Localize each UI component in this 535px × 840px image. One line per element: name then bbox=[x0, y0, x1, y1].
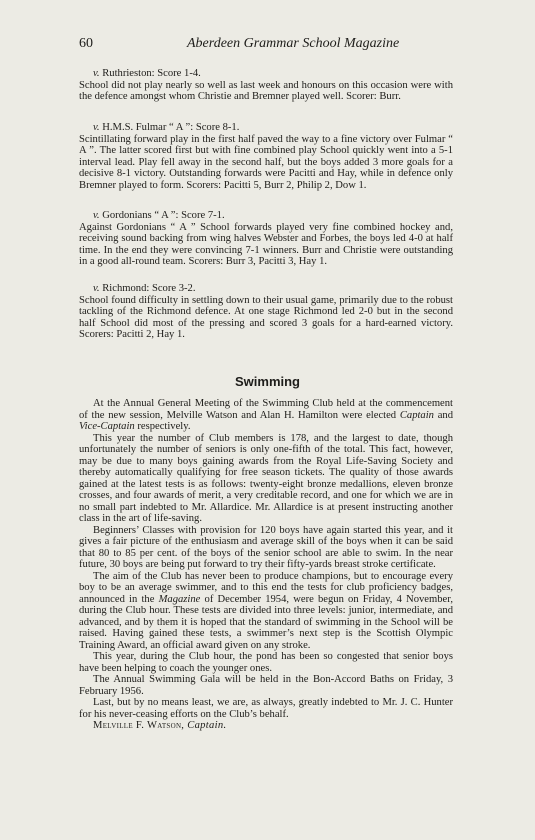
swimming-paragraph: This year, during the Club hour, the pond has been so congested that senior boys have been helping to coach the younger ones. bbox=[79, 651, 453, 674]
versus-label: v. bbox=[93, 210, 100, 221]
match-body: Against Gordonians “ A ” School forwards played very fine combined hockey and, receiving sound backing from wing halves Webster and Forbes, the boys led 4-0 at half time. In the end they were convincing 7-1 winners. Burr and Christie were outstanding in a good all-round team. Scorers: Burr 3, Pacitti 3, Hay 1. bbox=[79, 221, 453, 267]
swimming-paragraph: Last, but by no means least, we are, as always, greatly indebted to Mr. J. C. Hunter for his never-ceasing efforts on the Club’s behalf. bbox=[79, 697, 453, 720]
match-title-text: Ruthrieston: Score 1-4. bbox=[102, 68, 201, 79]
text-span: and bbox=[433, 409, 453, 421]
match-title-text: Gordonians “ A ”: Score 7-1. bbox=[102, 210, 225, 221]
match-report-richmond bbox=[79, 283, 453, 341]
page-header bbox=[79, 36, 451, 56]
journal-title: Aberdeen Grammar School Magazine bbox=[187, 36, 400, 51]
vice-captain-term: Vice-Captain bbox=[79, 421, 135, 432]
text-span: of December 1954, were begun on Friday, 4 November, during the Club hour. These tests are divided into three levels: junior, intermediate, and advanced, and by them it is hoped that the standard of swimming in the School will be raised. Having gained these tests, a swimmer’s next step is the Scottish Olympic Training Award, an official award given on any stroke. bbox=[79, 593, 453, 651]
match-title-text: H.M.S. Fulmar “ A ”: Score 8-1. bbox=[102, 122, 240, 133]
swimming-paragraph: The Annual Swimming Gala will be held in the Bon-Accord Baths on Friday, 3 February 1956. bbox=[79, 674, 453, 697]
match-report-fulmar bbox=[79, 122, 453, 191]
match-report-gordonians bbox=[79, 210, 453, 268]
page-number: 60 bbox=[79, 36, 93, 51]
signature bbox=[79, 720, 453, 732]
match-report-ruthrieston bbox=[79, 68, 453, 103]
swimming-report bbox=[79, 398, 453, 732]
match-title-text: Richmond: Score 3-2. bbox=[102, 283, 196, 294]
signature-role: Captain. bbox=[187, 720, 227, 731]
signature-name: Melville F. Watson, bbox=[93, 720, 185, 731]
match-title bbox=[79, 68, 453, 80]
match-body: School did not play nearly so well as last week and honours on this occasion were with the defence amongst whom Christie and Bremner played well. Scorer: Burr. bbox=[79, 79, 453, 102]
match-title bbox=[79, 283, 453, 295]
match-title bbox=[79, 210, 453, 222]
swimming-paragraph bbox=[79, 571, 453, 652]
text-span: At the Annual General Meeting of the Swimming Club held at the commencement of the new session, Melville Watson and Alan H. Hamilton were elected bbox=[79, 398, 453, 421]
swimming-heading: Swimming bbox=[234, 374, 300, 389]
swimming-paragraph bbox=[79, 398, 453, 433]
text-span: The aim of the Club has never been to produce champions, but to encourage every boy to be an average swimmer, and to this end the tests for club proficiency badges, announced in the bbox=[79, 570, 453, 605]
match-body: Scintillating forward play in the first half paved the way to a fine victory over Fulmar “ A ”. The latter scored first but with fine combined play School quickly went into a 5-1 interval lead. Play fell away in the second half, but the boys added 3 more goals for a decisive 8-1 victory. Outstanding forwards were Pacitti and Hay, while in defence only Bremner played to form. Scorers: Pacitti 5, Burr 2, Philip 2, Dow 1. bbox=[79, 133, 453, 191]
magazine-term: Magazine bbox=[158, 593, 201, 605]
swimming-paragraph: This year the number of Club members is 178, and the largest to date, though unfortunately the number of seniors is only one-fifth of the total. This fact, however, may be due to many boys gaining awards from the Royal Life-Saving Society and thereby automatically qualifying for free season tickets. The quality of those awards gained at the latest tests is as follows: twenty-eight bronze medallions, eleven bronze crosses, and four awards of merit, a very creditable record, and one for which we are in no small part indebted to Mr. Allardice. Mr. Allardice is at present instructing another class in the art of life-saving. bbox=[79, 432, 453, 524]
versus-label: v. bbox=[93, 283, 100, 294]
versus-label: v. bbox=[93, 122, 100, 133]
match-title bbox=[79, 122, 453, 134]
swimming-paragraph: Beginners’ Classes with provision for 120 boys have again started this year, and it gives a fair picture of the enthusiasm and average skill of the boys when it can be said that 80 to 85 per cent. of the boys of the senior school are able to swim. In the near future, 30 boys are being put forward to try their fifty-yards breast stroke certificate. bbox=[79, 524, 453, 570]
text-span: respectively. bbox=[134, 421, 191, 432]
versus-label: v. bbox=[93, 68, 100, 79]
match-body: School found difficulty in settling down to their usual game, primarily due to the robust tackling of the Richmond defence. At one stage Richmond led 2-0 but in the second half School did most of the pressing and scored 3 goals for a hard-earned victory. Scorers: Pacitti 2, Hay 1. bbox=[79, 294, 453, 340]
captain-term: Captain bbox=[399, 409, 434, 421]
